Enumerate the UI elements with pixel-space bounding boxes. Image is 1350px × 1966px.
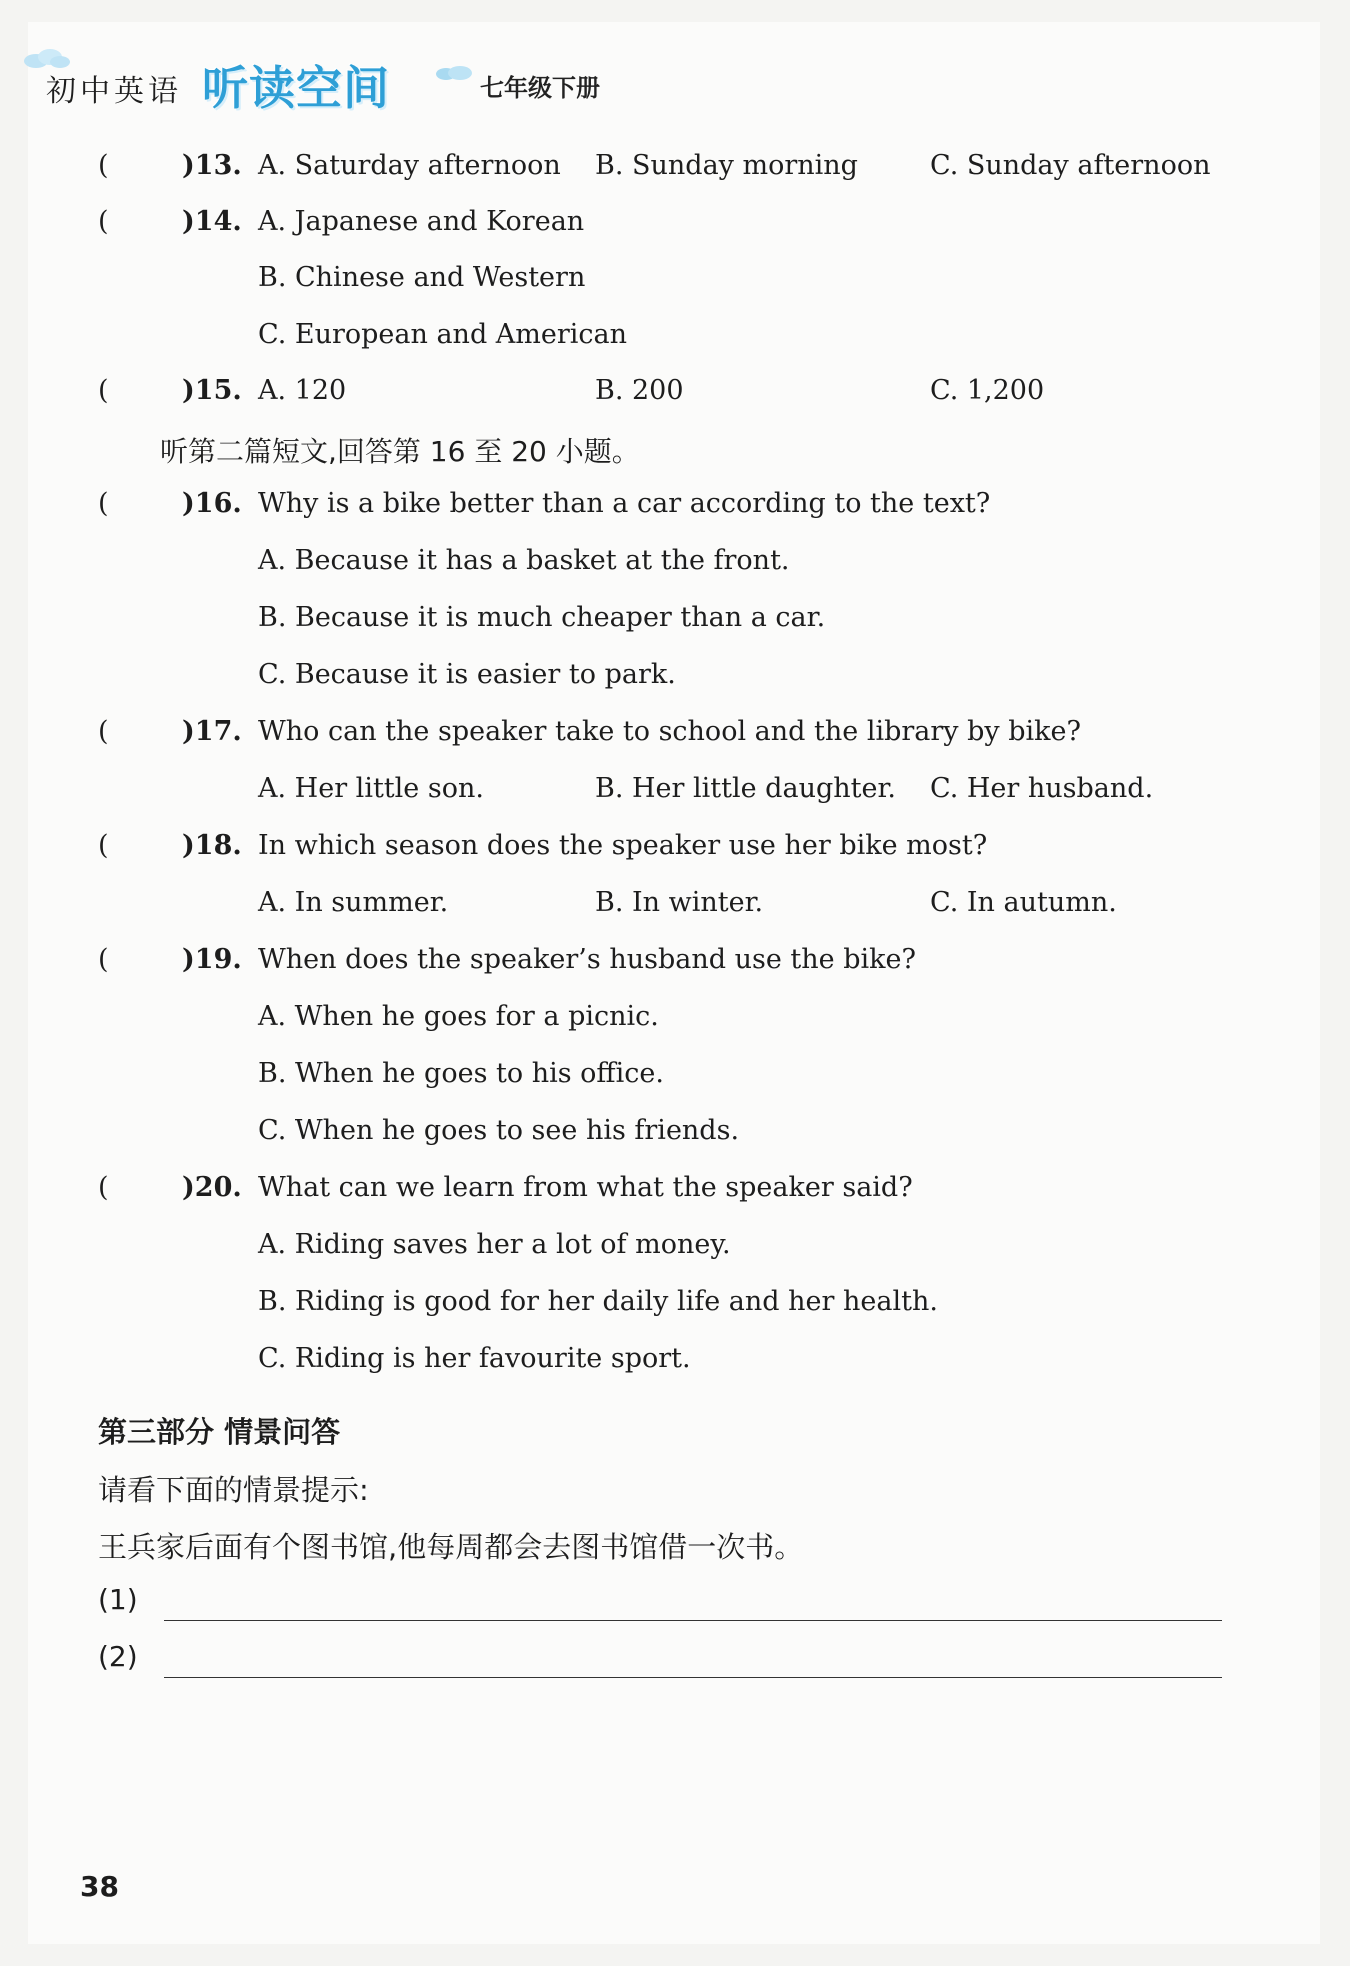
option-c: C. European and American <box>258 319 628 350</box>
option-c: C. Because it is easier to park. <box>258 659 676 690</box>
option-a: A. Because it has a basket at the front. <box>258 545 790 576</box>
answer-paren-close: ) <box>182 830 195 861</box>
blank-label-2: (2) <box>98 1640 138 1673</box>
passage2-instruction: 听第二篇短文,回答第 16 至 20 小题。 <box>160 435 640 468</box>
option-c: C. Her husband. <box>930 773 1154 804</box>
answer-paren-open: ( <box>98 1172 109 1203</box>
question-number: 18. <box>194 830 242 861</box>
answer-paren-close: ) <box>182 375 195 406</box>
option-a: A. Her little son. <box>258 773 484 804</box>
page-header <box>22 36 1272 126</box>
question-stem: What can we learn from what the speaker said? <box>258 1172 913 1203</box>
prompt-label: 请看下面的情景提示: <box>98 1473 369 1507</box>
option-a: A. Riding saves her a lot of money. <box>258 1229 731 1260</box>
option-b: B. When he goes to his office. <box>258 1058 664 1089</box>
question-number: 13. <box>194 150 242 181</box>
option-b: B. In winter. <box>595 887 764 918</box>
grade-label: 七年级下册 <box>480 74 600 102</box>
question-stem: Who can the speaker take to school and the library by bike? <box>258 716 1081 747</box>
option-b: B. Sunday morning <box>595 150 858 181</box>
option-b: B. Chinese and Western <box>258 262 586 293</box>
option-c: C. In autumn. <box>930 887 1117 918</box>
answer-paren-open: ( <box>98 944 109 975</box>
answer-paren-open: ( <box>98 716 109 747</box>
question-stem: In which season does the speaker use her bike most? <box>258 830 988 861</box>
answer-paren-open: ( <box>98 830 109 861</box>
option-a: A. In summer. <box>258 887 449 918</box>
option-a: A. When he goes for a picnic. <box>258 1001 659 1032</box>
option-b: B. Her little daughter. <box>595 773 896 804</box>
blank-label-1: (1) <box>98 1583 138 1616</box>
answer-paren-open: ( <box>98 206 109 237</box>
option-c: C. When he goes to see his friends. <box>258 1115 740 1146</box>
question-number: 16. <box>194 488 242 519</box>
option-a: A. Japanese and Korean <box>258 206 585 237</box>
answer-paren-open: ( <box>98 488 109 519</box>
question-number: 19. <box>194 944 242 975</box>
option-c: C. Sunday afternoon <box>930 150 1211 181</box>
scenario-text: 王兵家后面有个图书馆,他每周都会去图书馆借一次书。 <box>98 1530 804 1564</box>
answer-blank-1[interactable] <box>164 1620 1222 1621</box>
part3-heading: 第三部分 情景问答 <box>98 1415 341 1449</box>
option-b: B. Riding is good for her daily life and her health. <box>258 1286 938 1317</box>
question-number: 14. <box>194 206 242 237</box>
question-number: 17. <box>194 716 242 747</box>
option-c: C. 1,200 <box>930 375 1045 406</box>
answer-paren-open: ( <box>98 375 109 406</box>
option-b: B. Because it is much cheaper than a car. <box>258 602 826 633</box>
answer-paren-close: ) <box>182 944 195 975</box>
question-stem: When does the speaker’s husband use the bike? <box>258 944 916 975</box>
answer-paren-open: ( <box>98 150 109 181</box>
answer-paren-close: ) <box>182 716 195 747</box>
question-number: 20. <box>194 1172 242 1203</box>
series-title: 初中英语 <box>46 74 182 109</box>
question-stem: Why is a bike better than a car according to the text? <box>258 488 991 519</box>
option-b: B. 200 <box>595 375 684 406</box>
option-a: A. 120 <box>258 375 347 406</box>
series-logo: 听读空间 <box>202 61 390 115</box>
worksheet-page <box>28 22 1320 1944</box>
answer-paren-close: ) <box>182 150 195 181</box>
answer-paren-close: ) <box>182 1172 195 1203</box>
question-number: 15. <box>194 375 242 406</box>
option-c: C. Riding is her favourite sport. <box>258 1343 691 1374</box>
cloud-icon <box>434 64 474 82</box>
answer-blank-2[interactable] <box>164 1677 1222 1678</box>
page-number: 38 <box>80 1870 119 1903</box>
answer-paren-close: ) <box>182 488 195 519</box>
answer-paren-close: ) <box>182 206 195 237</box>
option-a: A. Saturday afternoon <box>258 150 561 181</box>
